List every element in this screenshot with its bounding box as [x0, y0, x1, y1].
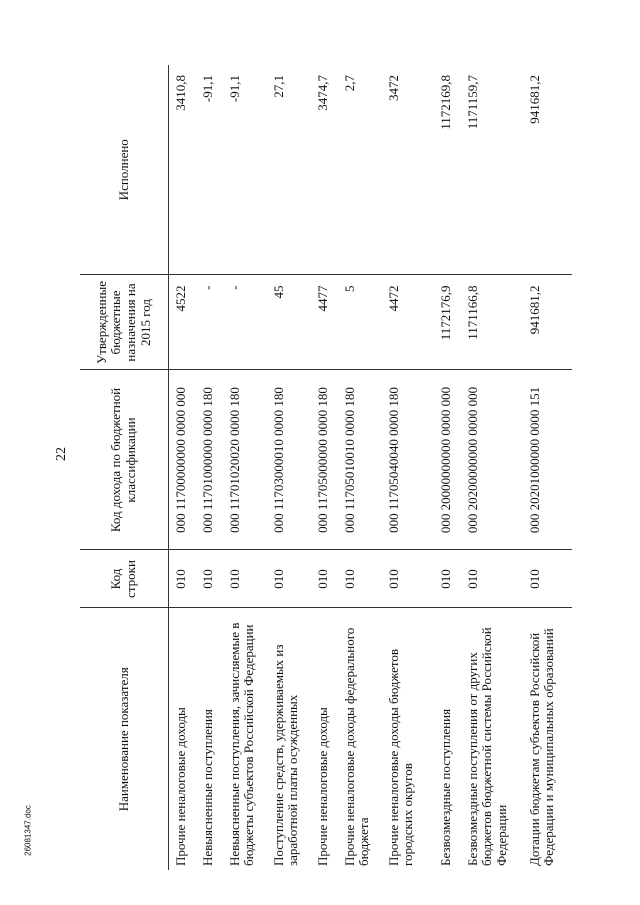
cell-kbk: 000 11705040040 0000 180	[382, 370, 434, 550]
table-container	[80, 65, 565, 870]
cell-name: Дотации бюджетам субъектов Российской Федерации и муниципальных образований	[526, 628, 557, 866]
cell-kbk: 000 11703000010 0000 180	[267, 370, 311, 550]
cell-name: Прочие неналоговые доходы бюджетов городских округов	[385, 648, 416, 866]
cell-code: 010	[311, 550, 338, 608]
cell-approved: 941681,2	[523, 275, 572, 370]
cell-kbk: 000 11705010010 0000 180	[338, 370, 382, 550]
table-row	[382, 65, 434, 870]
cell-code: 010	[196, 550, 223, 608]
cell-executed: 941681,2	[523, 65, 572, 275]
cell-approved: 1172176,9	[434, 275, 461, 370]
cell-code: 010	[434, 550, 461, 608]
cell-approved: -	[223, 275, 267, 370]
cell-approved: 5	[338, 275, 382, 370]
cell-kbk: 000 11700000000 0000 000	[169, 370, 196, 550]
page-number: 22	[54, 447, 69, 461]
table-header	[80, 65, 169, 870]
table-row	[461, 65, 523, 870]
cell-name: Прочие неналоговые доходы федерального бюджета	[341, 627, 372, 866]
cell-code: 010	[223, 550, 267, 608]
table-row	[223, 65, 267, 870]
cell-code: 010	[169, 550, 196, 608]
footer-file-name: 26081347.doc	[23, 805, 33, 856]
cell-code: 010	[461, 550, 523, 608]
cell-executed: 2,7	[338, 65, 382, 275]
header-approved: Утвержденные бюджетные назначения на 2015 год	[80, 275, 169, 370]
cell-executed: -91,1	[223, 65, 267, 275]
cell-name: Безвозмездные поступления от других бюджетов бюджетной системы Российской Федерации	[464, 627, 509, 866]
cell-executed: 1172169,8	[434, 65, 461, 275]
rotated-table-frame	[80, 65, 565, 870]
table-row	[434, 65, 461, 870]
cell-executed: 3472	[382, 65, 434, 275]
cell-name: Прочие неналоговые доходы	[314, 707, 330, 866]
header-code: Код строки	[80, 550, 169, 608]
cell-code: 010	[523, 550, 572, 608]
cell-executed: 3474,7	[311, 65, 338, 275]
cell-executed: 3410,8	[169, 65, 196, 275]
table-row	[169, 65, 196, 870]
cell-kbk: 000 11705000000 0000 180	[311, 370, 338, 550]
cell-name: Невыясненные поступления	[199, 709, 215, 866]
cell-name: Поступление средств, удерживаемых из заработной платы осужденных	[270, 644, 301, 866]
cell-executed: 27,1	[267, 65, 311, 275]
cell-approved: 4472	[382, 275, 434, 370]
cell-approved: 1171166,8	[461, 275, 523, 370]
cell-executed: 1171159,7	[461, 65, 523, 275]
cell-code: 010	[338, 550, 382, 608]
cell-kbk: 000 20201000000 0000 151	[523, 370, 572, 550]
table-row	[196, 65, 223, 870]
cell-approved: -	[196, 275, 223, 370]
table-row	[523, 65, 572, 870]
cell-kbk: 000 20000000000 0000 000	[434, 370, 461, 550]
cell-code: 010	[382, 550, 434, 608]
table-body	[169, 65, 572, 870]
cell-kbk: 000 11701000000 0000 180	[196, 370, 223, 550]
cell-executed: -91,1	[196, 65, 223, 275]
header-row	[80, 65, 169, 870]
cell-approved: 45	[267, 275, 311, 370]
cell-name: Безвозмездные поступления	[437, 708, 453, 866]
cell-code: 010	[267, 550, 311, 608]
table-row	[338, 65, 382, 870]
cell-kbk: 000 20200000000 0000 000	[461, 370, 523, 550]
cell-approved: 4522	[169, 275, 196, 370]
cell-approved: 4477	[311, 275, 338, 370]
table-row	[267, 65, 311, 870]
income-table	[80, 65, 572, 870]
cell-kbk: 000 11701020020 0000 180	[223, 370, 267, 550]
cell-name: Невыясненные поступления, зачисляемые в бюджеты субъектов Российской Федерации	[226, 622, 257, 866]
table-row	[311, 65, 338, 870]
header-kbk: Код дохода по бюджетной классификации	[80, 370, 169, 550]
header-executed: Исполнено	[80, 65, 169, 275]
header-name: Наименование показателя	[80, 608, 169, 870]
cell-name: Прочие неналоговые доходы	[173, 707, 188, 866]
